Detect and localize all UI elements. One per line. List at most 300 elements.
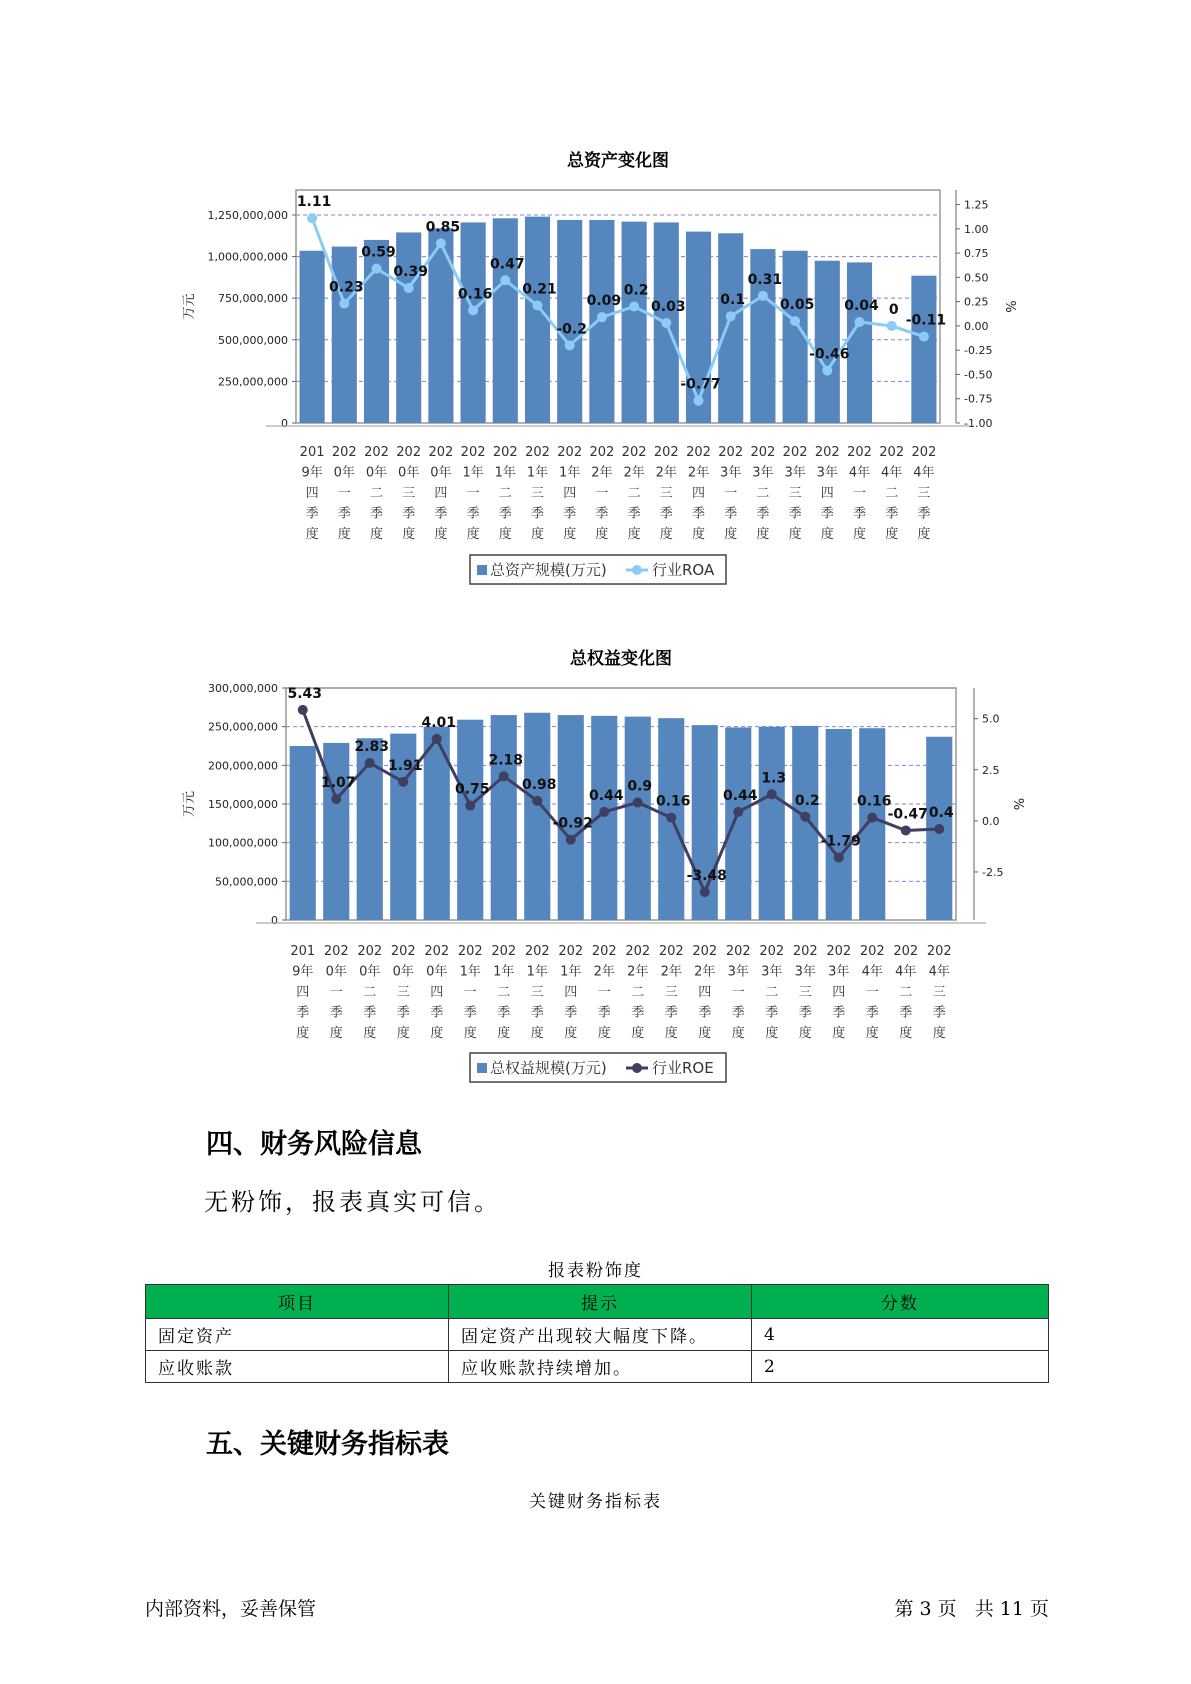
x-tick-label: 三 — [402, 486, 416, 501]
x-tick-label: 202 — [492, 445, 518, 460]
line-point — [666, 813, 676, 823]
y-right-tick-label: 2.5 — [982, 763, 1000, 777]
data-label: 0.31 — [747, 271, 783, 288]
x-tick-label: 202 — [428, 445, 454, 460]
x-tick-label: 202 — [364, 445, 389, 460]
y-tick-label: 750,000,000 — [218, 292, 288, 306]
legend-label-bar: 总资产规模(万元) — [490, 561, 607, 579]
header-hint: 提示 — [449, 1285, 752, 1319]
x-tick-label: 202 — [457, 944, 483, 959]
x-tick-label: 2年 — [660, 964, 682, 980]
x-tick-label: 2年 — [687, 465, 710, 481]
x-tick-label: 季 — [724, 506, 738, 522]
line-point — [532, 796, 542, 806]
row-item: 应收账款 — [146, 1351, 449, 1383]
x-tick-label: 202 — [396, 445, 422, 460]
x-tick-label: 季 — [731, 1005, 745, 1021]
x-tick-label: 202 — [460, 445, 486, 460]
x-tick-label: 202 — [692, 944, 718, 959]
y-tick-label: 300,000,000 — [208, 682, 278, 695]
x-tick-label: 二 — [631, 985, 645, 1000]
x-tick-label: 4年 — [913, 465, 935, 481]
x-tick-label: 202 — [524, 944, 550, 959]
x-tick-label: 季 — [434, 506, 448, 522]
y-tick-label: 1,000,000,000 — [207, 250, 288, 264]
y-tick-label: 50,000,000 — [215, 875, 278, 889]
line-point — [331, 794, 341, 804]
x-tick-label: 季 — [627, 506, 641, 522]
x-tick-label: 季 — [564, 1005, 578, 1021]
bar — [323, 743, 349, 920]
x-tick-label: 202 — [424, 944, 450, 959]
data-label: 0.16 — [655, 793, 691, 810]
x-tick-label: 三 — [798, 985, 812, 1000]
x-tick-label: 3年 — [727, 964, 749, 980]
x-tick-label: 4年 — [928, 964, 950, 980]
x-tick-label: 度 — [631, 1026, 645, 1041]
x-tick-label: 0年 — [359, 964, 381, 980]
line-point — [934, 824, 944, 834]
x-tick-label: 0年 — [398, 465, 420, 481]
x-tick-label: 4年 — [895, 964, 917, 980]
x-tick-label: 季 — [691, 506, 706, 522]
x-tick-label: 季 — [305, 506, 319, 522]
x-tick-label: 季 — [563, 506, 577, 522]
x-tick-label: 202 — [557, 445, 583, 460]
data-label: 0.2 — [623, 282, 649, 299]
footer-page-number: 第 3 页 共 11 页 — [894, 1598, 1049, 1620]
y-tick-label: 250,000,000 — [218, 375, 288, 389]
risk-summary-text: 无粉饰，报表真实可信。 — [204, 1188, 501, 1216]
x-tick-label: 季 — [865, 1005, 879, 1021]
x-tick-label: 4年 — [881, 465, 903, 481]
x-tick-label: 1年 — [493, 964, 515, 980]
x-tick-label: 202 — [847, 445, 872, 460]
data-label: -3.48 — [686, 867, 727, 884]
x-tick-label: 3年 — [794, 964, 816, 980]
x-tick-label: 四 — [820, 486, 834, 501]
line-point — [800, 812, 810, 822]
x-tick-label: 度 — [765, 1026, 779, 1041]
data-label: 0.23 — [329, 279, 364, 296]
x-tick-label: 四 — [434, 486, 448, 501]
x-tick-label: 度 — [865, 1026, 879, 1041]
x-tick-label: 0年 — [365, 465, 388, 481]
x-tick-label: 度 — [530, 527, 545, 542]
x-tick-label: 季 — [664, 1005, 678, 1021]
x-tick-label: 4年 — [861, 964, 883, 980]
bar — [524, 713, 550, 920]
x-tick-label: 3年 — [828, 964, 850, 980]
data-label: 0.4 — [928, 805, 954, 822]
y-right-tick-label: 0.0 — [982, 814, 1000, 828]
data-label: 1.91 — [387, 757, 423, 774]
line-point — [867, 813, 877, 823]
x-tick-label: 度 — [563, 527, 577, 542]
x-tick-label: 三 — [932, 985, 946, 1000]
data-label: -1.79 — [820, 833, 861, 850]
x-tick-label: 3年 — [784, 465, 806, 481]
y-right-tick-label: 0.25 — [964, 295, 989, 309]
x-tick-label: 202 — [826, 944, 852, 959]
x-tick-label: 季 — [788, 506, 802, 522]
x-tick-label: 二 — [627, 486, 641, 501]
line-point — [566, 835, 576, 845]
x-tick-label: 202 — [759, 944, 785, 959]
line-point — [499, 771, 509, 781]
x-tick-label: 度 — [434, 527, 448, 542]
x-tick-label: 202 — [621, 445, 647, 460]
x-tick-label: 季 — [798, 1005, 812, 1021]
legend-swatch-bar — [477, 1063, 487, 1073]
x-tick-label: 202 — [591, 944, 617, 959]
x-tick-label: 四 — [698, 985, 712, 1000]
key-indicators-caption: 关键财务指标表 — [529, 1492, 662, 1512]
line-point — [599, 807, 609, 817]
line-point — [901, 825, 911, 835]
x-tick-label: 度 — [363, 1026, 377, 1041]
data-label: 0 — [888, 301, 899, 318]
bar — [859, 728, 885, 920]
data-label: 2.83 — [354, 739, 390, 756]
x-tick-label: 0年 — [325, 964, 347, 980]
data-label: -0.46 — [809, 346, 850, 363]
x-tick-label: 二 — [765, 985, 779, 1000]
x-tick-label: 度 — [659, 527, 673, 542]
line-point — [633, 797, 643, 807]
header-score: 分数 — [752, 1285, 1049, 1319]
x-tick-label: 二 — [885, 486, 899, 501]
x-tick-label: 度 — [337, 527, 351, 542]
line-point — [834, 852, 844, 862]
x-tick-label: 202 — [390, 944, 416, 959]
x-tick-label: 度 — [691, 527, 706, 542]
chart-title: 总资产变化图 — [567, 151, 669, 171]
footer-confidential: 内部资料，妥善保管 — [145, 1598, 317, 1620]
x-tick-label: 季 — [396, 1005, 410, 1021]
x-tick-label: 二 — [899, 985, 913, 1000]
x-tick-label: 三 — [788, 486, 802, 501]
x-tick-label: 三 — [530, 486, 545, 501]
x-tick-label: 1年 — [462, 465, 484, 481]
x-tick-label: 四 — [832, 985, 846, 1000]
bar — [625, 717, 651, 920]
x-tick-label: 度 — [627, 527, 641, 542]
x-tick-label: 四 — [564, 985, 578, 1000]
x-tick-label: 1年 — [526, 964, 548, 980]
x-tick-label: 2年 — [593, 964, 615, 980]
y-right-tick-label: -0.75 — [964, 392, 993, 406]
data-label: 0.03 — [651, 299, 686, 316]
x-tick-label: 一 — [595, 486, 609, 501]
x-tick-label: 二 — [498, 486, 512, 501]
data-label: 1.11 — [296, 194, 332, 211]
x-tick-label: 度 — [497, 1026, 511, 1041]
legend-label-line: 行业ROA — [652, 561, 715, 579]
risk-table-caption: 报表粉饰度 — [548, 1261, 643, 1281]
x-tick-label: 1年 — [560, 964, 582, 980]
legend-label-line: 行业ROE — [652, 1059, 714, 1077]
x-tick-label: 度 — [498, 527, 512, 542]
x-tick-label: 季 — [430, 1005, 444, 1021]
section-5-heading: 五、关键财务指标表 — [206, 1429, 449, 1460]
x-tick-label: 度 — [820, 527, 834, 542]
x-tick-label: 0年 — [430, 465, 452, 481]
data-label: 0.1 — [720, 292, 746, 309]
x-tick-label: 3年 — [752, 465, 774, 481]
table-row — [146, 1351, 1049, 1383]
x-tick-label: 季 — [402, 506, 416, 522]
x-tick-label: 季 — [917, 506, 931, 522]
x-tick-label: 度 — [530, 1026, 544, 1041]
row-hint: 固定资产出现较大幅度下降。 — [449, 1319, 752, 1351]
line-point — [465, 801, 475, 811]
x-tick-label: 9年 — [292, 964, 314, 980]
x-tick-label: 季 — [463, 1005, 477, 1021]
x-tick-label: 季 — [363, 1005, 377, 1021]
x-tick-label: 度 — [917, 527, 931, 542]
x-tick-label: 四 — [691, 486, 706, 501]
x-tick-label: 度 — [731, 1026, 745, 1041]
x-tick-label: 季 — [530, 1005, 544, 1021]
x-tick-label: 季 — [369, 506, 384, 522]
x-tick-label: 三 — [396, 985, 410, 1000]
x-tick-label: 2年 — [655, 465, 677, 481]
data-label: 0.09 — [586, 293, 622, 310]
x-tick-label: 1年 — [526, 465, 549, 481]
y-tick-label: 500,000,000 — [218, 333, 288, 347]
data-label: -0.47 — [887, 806, 928, 823]
x-tick-label: 2年 — [694, 964, 716, 980]
x-tick-label: 202 — [357, 944, 383, 959]
x-tick-label: 度 — [466, 527, 480, 542]
x-tick-label: 二 — [756, 486, 770, 501]
x-tick-label: 202 — [718, 445, 744, 460]
x-tick-label: 一 — [466, 486, 480, 501]
x-tick-label: 202 — [750, 445, 776, 460]
x-tick-label: 季 — [852, 506, 867, 522]
section-4-heading: 四、财务风险信息 — [206, 1129, 422, 1160]
x-tick-label: 3年 — [720, 465, 742, 481]
x-tick-label: 度 — [329, 1026, 343, 1041]
chart-title: 总权益变化图 — [570, 649, 672, 669]
x-tick-label: 202 — [879, 445, 905, 460]
x-tick-label: 2年 — [623, 465, 645, 481]
y-right-tick-label: -2.5 — [982, 865, 1004, 879]
x-tick-label: 202 — [782, 445, 808, 460]
x-tick-label: 度 — [564, 1026, 578, 1041]
x-tick-label: 三 — [659, 486, 673, 501]
x-tick-label: 季 — [885, 506, 899, 522]
x-tick-label: 三 — [664, 985, 678, 1000]
x-tick-label: 度 — [885, 527, 899, 542]
data-label: 1.3 — [761, 770, 787, 787]
x-tick-label: 202 — [814, 445, 840, 460]
x-tick-label: 季 — [820, 506, 834, 522]
x-tick-label: 三 — [917, 486, 931, 501]
x-tick-label: 度 — [597, 1026, 611, 1041]
x-tick-label: 度 — [463, 1026, 477, 1041]
x-tick-label: 季 — [498, 506, 512, 522]
data-label: 2.18 — [488, 752, 524, 769]
x-tick-label: 一 — [329, 985, 343, 1000]
x-tick-label: 一 — [337, 486, 351, 501]
x-tick-label: 季 — [329, 1005, 343, 1021]
data-label: 0.05 — [779, 297, 815, 314]
x-tick-label: 0年 — [333, 465, 355, 481]
data-label: 0.44 — [588, 787, 624, 804]
x-tick-label: 度 — [724, 527, 738, 542]
x-tick-label: 度 — [852, 527, 867, 542]
y-tick-label: 250,000,000 — [208, 720, 278, 734]
data-label: 0.9 — [627, 778, 653, 795]
y-tick-label: 100,000,000 — [208, 836, 278, 850]
line-point — [700, 887, 710, 897]
data-label: 0.59 — [361, 244, 396, 261]
x-tick-label: 度 — [698, 1026, 712, 1041]
risk-table-header-row — [146, 1285, 1049, 1319]
data-label: 0.75 — [454, 781, 490, 798]
y-right-tick-label: -1.00 — [964, 417, 993, 430]
bar — [826, 729, 852, 920]
x-tick-label: 季 — [595, 506, 609, 522]
x-tick-label: 季 — [932, 1005, 946, 1021]
x-tick-label: 202 — [558, 944, 584, 959]
x-tick-label: 202 — [859, 944, 885, 959]
x-tick-label: 季 — [337, 506, 351, 522]
row-item: 固定资产 — [146, 1319, 449, 1351]
x-tick-label: 202 — [686, 445, 711, 460]
x-tick-label: 202 — [911, 445, 937, 460]
data-label: -0.2 — [556, 321, 588, 338]
row-score: 2 — [752, 1351, 1049, 1383]
x-tick-label: 度 — [832, 1026, 846, 1041]
y-right-tick-label: 1.00 — [964, 222, 989, 236]
x-tick-label: 202 — [725, 944, 751, 959]
line-point — [298, 705, 308, 715]
y-right-tick-label: 0.00 — [964, 319, 989, 333]
x-tick-label: 2年 — [591, 465, 613, 481]
line-point — [432, 734, 442, 744]
x-tick-label: 202 — [491, 944, 517, 959]
x-tick-label: 2年 — [627, 964, 649, 980]
data-label: -0.92 — [552, 815, 593, 832]
data-label: -0.77 — [680, 376, 721, 393]
x-tick-label: 度 — [595, 527, 609, 542]
x-tick-label: 1年 — [459, 964, 481, 980]
legend-swatch-point — [632, 1063, 642, 1073]
data-label: 4.01 — [421, 714, 457, 731]
x-tick-label: 季 — [832, 1005, 846, 1021]
x-tick-label: 201 — [290, 944, 316, 959]
bar — [491, 715, 517, 920]
y-right-tick-label: 5.0 — [982, 712, 1000, 726]
y-tick-label: 0 — [281, 417, 288, 430]
bar — [457, 720, 483, 920]
data-label: 0.85 — [425, 219, 461, 236]
x-tick-label: 度 — [305, 527, 319, 542]
line-point — [733, 807, 743, 817]
x-tick-label: 一 — [731, 985, 745, 1000]
line-point — [365, 758, 375, 768]
y-right-tick-label: 1.25 — [964, 198, 989, 212]
x-tick-label: 季 — [597, 1005, 611, 1021]
x-tick-label: 一 — [865, 985, 879, 1000]
y-right-tick-label: 0.50 — [964, 271, 989, 285]
table-row — [146, 1319, 1049, 1351]
x-tick-label: 202 — [926, 944, 952, 959]
x-tick-label: 季 — [765, 1005, 779, 1021]
x-tick-label: 度 — [899, 1026, 913, 1041]
x-tick-label: 一 — [724, 486, 738, 501]
data-label: 0.21 — [522, 281, 557, 298]
x-tick-label: 202 — [893, 944, 919, 959]
x-tick-label: 度 — [296, 1026, 310, 1041]
x-tick-label: 4年 — [848, 465, 871, 481]
bar — [792, 726, 818, 920]
x-tick-label: 季 — [698, 1005, 712, 1021]
x-tick-label: 度 — [402, 527, 416, 542]
data-label: 0.44 — [722, 787, 758, 804]
line-point — [767, 789, 777, 799]
x-tick-label: 二 — [363, 985, 377, 1000]
x-tick-label: 3年 — [761, 964, 783, 980]
y-tick-label: 200,000,000 — [208, 759, 278, 773]
x-tick-label: 度 — [664, 1026, 678, 1041]
y-tick-label: 150,000,000 — [208, 798, 278, 811]
row-score: 4 — [752, 1319, 1049, 1351]
x-tick-label: 202 — [653, 445, 679, 460]
x-tick-label: 1年 — [559, 465, 581, 481]
x-tick-label: 二 — [369, 486, 384, 501]
x-tick-label: 季 — [659, 506, 673, 522]
x-tick-label: 201 — [299, 445, 325, 460]
x-tick-label: 度 — [798, 1026, 812, 1041]
x-tick-label: 度 — [369, 527, 384, 542]
data-label: 0.98 — [521, 776, 557, 793]
x-tick-label: 一 — [597, 985, 611, 1000]
legend-label-bar: 总权益规模(万元) — [490, 1059, 607, 1077]
x-tick-label: 季 — [631, 1005, 645, 1021]
line-point — [398, 777, 408, 787]
y-axis-label-right: % — [1002, 300, 1017, 313]
x-tick-label: 0年 — [392, 964, 414, 980]
bar — [759, 727, 785, 920]
y-axis-label-left: 万元 — [182, 790, 197, 818]
data-label: 0.2 — [794, 792, 820, 809]
x-tick-label: 度 — [396, 1026, 410, 1041]
y-axis-label-left: 万元 — [182, 293, 197, 320]
data-label: 0.16 — [856, 793, 892, 810]
x-tick-label: 一 — [852, 486, 867, 501]
data-label: 0.39 — [393, 264, 428, 281]
data-label: 0.16 — [457, 286, 493, 303]
y-right-tick-label: -0.25 — [964, 344, 993, 358]
bar — [290, 746, 316, 920]
x-tick-label: 202 — [658, 944, 684, 959]
x-tick-label: 四 — [430, 985, 444, 1000]
data-label: 0.47 — [490, 256, 525, 273]
x-tick-label: 季 — [296, 1005, 310, 1021]
y-right-tick-label: -0.50 — [964, 368, 993, 382]
x-tick-label: 9年 — [301, 465, 323, 481]
x-tick-label: 202 — [525, 445, 550, 460]
x-tick-label: 度 — [788, 527, 802, 542]
x-tick-label: 季 — [497, 1005, 511, 1021]
y-tick-label: 0 — [271, 914, 278, 927]
x-tick-label: 四 — [296, 985, 310, 1000]
y-axis-label-right: % — [1010, 797, 1025, 811]
